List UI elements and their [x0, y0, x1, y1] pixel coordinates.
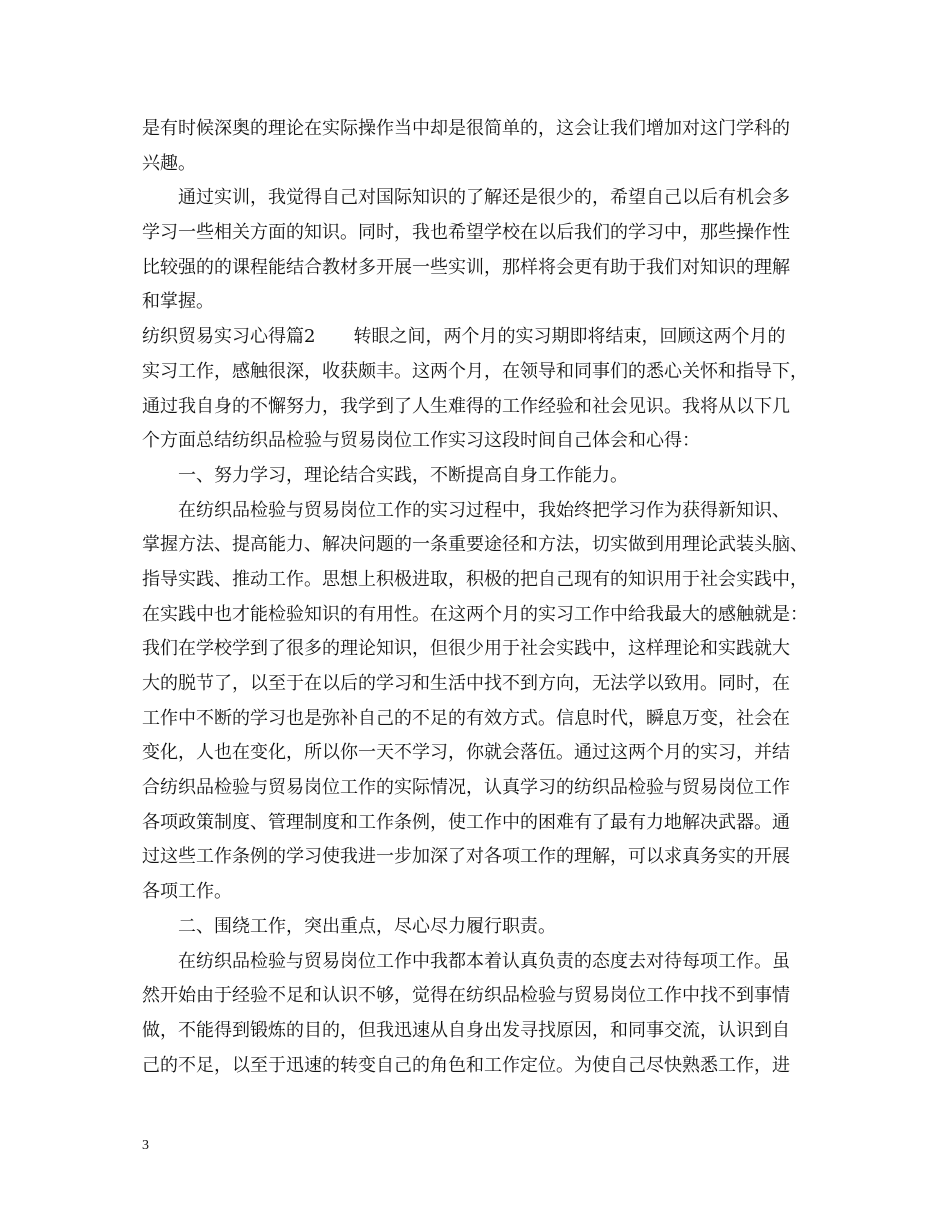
text-line: 指导实践、推动工作。思想上积极进取，积极的把自己现有的知识用于社会实践中， — [142, 568, 808, 590]
text-line: 通过实训，我觉得自己对国际知识的了解还是很少的，希望自己以后有机会多 — [178, 187, 790, 209]
text-line: 过这些工作条例的学习使我进一步加深了对各项工作的理解，可以求真务实的开展 — [142, 846, 790, 868]
body-text — [142, 112, 820, 1083]
text-line: 合纺织品检验与贸易岗位工作的实际情况，认真学习的纺织品检验与贸易岗位工作 — [142, 777, 790, 799]
text-line: 在纺织品检验与贸易岗位工作中我都本着认真负责的态度去对待每项工作。虽 — [178, 950, 790, 972]
text-line: 是有时候深奥的理论在实际操作当中却是很简单的，这会让我们增加对这门学科的 — [142, 118, 790, 139]
text-line: 个方面总结纺织品检验与贸易岗位工作实习这段时间自己体会和心得： — [142, 430, 700, 452]
text-line: 我们在学校学到了很多的理论知识，但很少用于社会实践中，这样理论和实践就大 — [142, 638, 790, 660]
text-line: 变化，人也在变化，所以你一天不学习，你就会落伍。通过这两个月的实习，并结 — [142, 742, 790, 764]
text-line: 然开始由于经验不足和认识不够，觉得在纺织品检验与贸易岗位工作中找不到事情 — [142, 985, 790, 1007]
text-line: 二、围绕工作，突出重点，尽心尽力履行职责。 — [178, 915, 556, 937]
text-line: 转眼之间，两个月的实习期即将结束，回顾这两个月的 — [353, 326, 786, 348]
text-line: 一、努力学习，理论结合实践，不断提高自身工作能力。 — [178, 464, 628, 486]
text-line: 比较强的的课程能结合教材多开展一些实训，那样将会更有助于我们对知识的理解 — [142, 256, 790, 278]
text-line: 在实践中也才能检验知识的有用性。在这两个月的实习工作中给我最大的感触就是： — [142, 603, 808, 625]
text-line: 实习工作，感触很深，收获颇丰。这两个月，在领导和同事们的悉心关怀和指导下， — [142, 360, 808, 382]
text-line: 各项工作。 — [142, 881, 232, 903]
text-line: 己的不足，以至于迅速的转变自己的角色和工作定位。为使自己尽快熟悉工作，进 — [142, 1054, 790, 1076]
text-line: 工作中不断的学习也是弥补自己的不足的有效方式。信息时代，瞬息万变，社会在 — [142, 707, 790, 729]
text-line: 学习一些相关方面的知识。同时，我也希望学校在以后我们的学习中，那些操作性 — [142, 222, 790, 244]
page-number: 3 — [142, 1138, 149, 1153]
text-line: 掌握方法、提高能力、解决问题的一条重要途径和方法，切实做到用理论武装头脑、 — [142, 534, 808, 556]
section-heading: 纺织贸易实习心得篇2 — [142, 326, 316, 348]
text-line: 做，不能得到锻炼的目的，但我迅速从自身出发寻找原因，和同事交流，认识到自 — [142, 1019, 790, 1041]
text-line: 和掌握。 — [142, 291, 214, 313]
text-line: 兴趣。 — [142, 152, 196, 174]
text-line: 各项政策制度、管理制度和工作条例，使工作中的困难有了最有力地解决武器。通 — [142, 811, 790, 833]
text-line: 大的脱节了，以至于在以后的学习和生活中找不到方向，无法学以致用。同时，在 — [142, 673, 790, 694]
text-line: 在纺织品检验与贸易岗位工作的实习过程中，我始终把学习作为获得新知识、 — [178, 499, 790, 521]
text-line: 通过我自身的不懈努力，我学到了人生难得的工作经验和社会见识。我将从以下几 — [142, 395, 790, 417]
section-heading-line — [142, 320, 820, 355]
